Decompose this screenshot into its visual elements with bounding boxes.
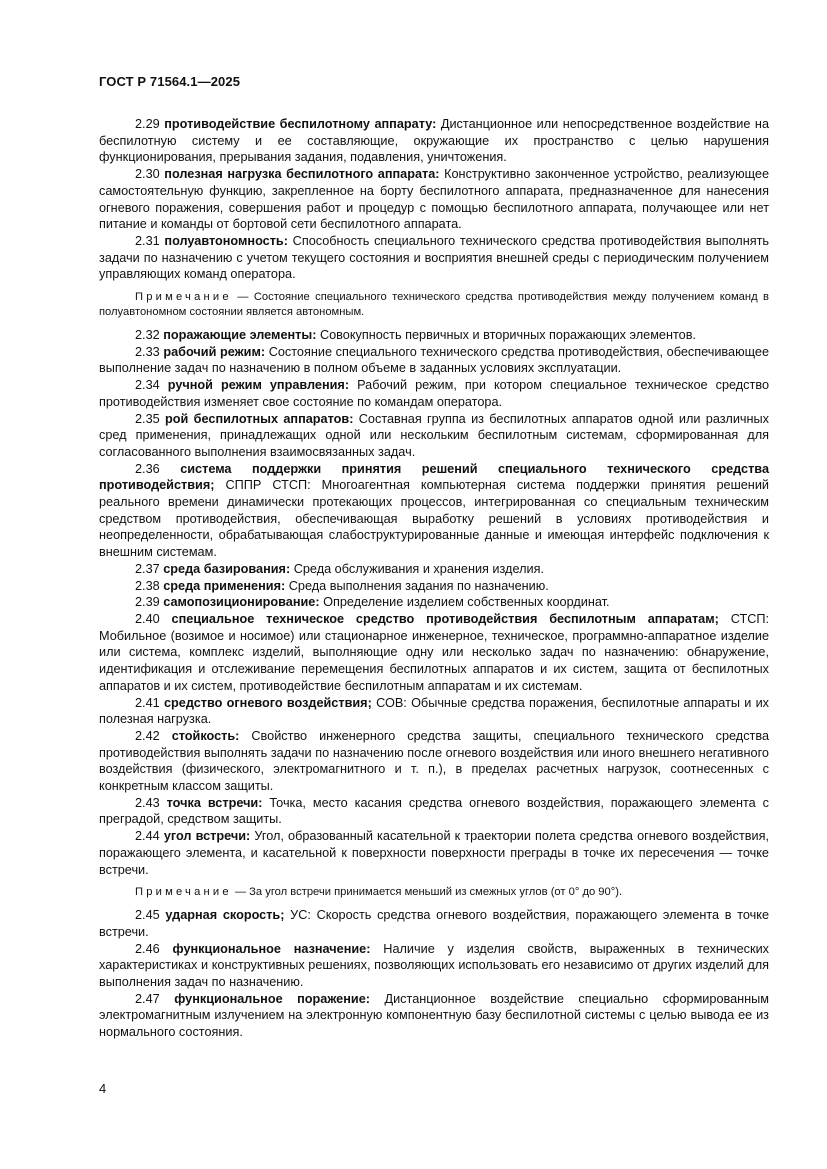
definition-item xyxy=(99,941,769,991)
item-number: 2.34 xyxy=(135,378,160,393)
definition-text: СТСП: Мобильное (возимое и носимое) или стационарное инженерное, техническое, программно-аппаратное изделие или система, комплекс изделий, выполняющие одну или несколько задач по назначению: обнаружение, идентификация и отслеживание перемещения беспилотных аппаратов и их систем, защита от беспилотных аппаратов и их систем, противодействие беспилотным аппаратам и их системам. xyxy=(99,611,770,693)
term: угол встречи: xyxy=(163,829,251,844)
definition-text: Конструктивно законченное устройство, реализующее самостоятельную функцию, закрепленное на борту беспилотного аппарата, предназначенное для нанесения огневого поражения, совершения работ и процедур с помощью беспилотного аппарата, получающее или нет питание и команды от бортовой сети беспилотного аппарата. xyxy=(99,167,770,232)
definition-text: Способность специального технического средства противодействия выполнять задачи по назначению с учетом текущего состояния и восприятия внешней среды с периодическим получением управляющих команд оператора. xyxy=(99,233,770,282)
term: специальное техническое средство противодействия беспилотным аппаратам; xyxy=(171,611,719,626)
note-label: Примечание xyxy=(135,291,232,304)
definition-text: Угол, образованный касательной к траектории полета средства огневого воздействия, поражающего элемента, и касательной к поверхности поверхности преграды в точке их пересечения — точке встречи. xyxy=(99,829,769,877)
term: стойкость: xyxy=(171,728,240,743)
term: средство огневого воздействия; xyxy=(163,695,372,710)
term: среда базирования: xyxy=(163,561,291,576)
definitions-list xyxy=(99,116,769,1041)
item-number: 2.32 xyxy=(135,328,160,343)
term: ударная скорость; xyxy=(165,908,285,923)
term: самопозиционирование: xyxy=(163,595,320,610)
definition-item xyxy=(99,116,769,166)
definition-item xyxy=(99,611,769,695)
term: ручной режим управления: xyxy=(167,378,350,393)
item-number: 2.30 xyxy=(135,167,160,182)
page-number: 4 xyxy=(99,1081,107,1096)
term: рой беспилотных аппаратов: xyxy=(165,411,354,426)
term: точка встречи: xyxy=(166,795,263,810)
definition-item xyxy=(99,233,769,283)
item-number: 2.36 xyxy=(135,461,160,476)
definition-item xyxy=(99,377,769,410)
note-text: — Состояние специального технического средства противодействия между получением команд в полуавтономном состоянии является автономным. xyxy=(99,291,769,319)
definition-text: Свойство инженерного средства защиты, специального технического средства противодействия выполнять задачи по назначению после огневого воздействия или иного внешнего негативного воздействия (физического, электромагнитного и т. п.), в пределах расчетных нагрузок, соотнесенных с конкретным классом защиты. xyxy=(99,728,770,794)
note-text: — За угол встречи принимается меньший из смежных углов (от 0° до 90°). xyxy=(234,886,623,899)
item-number: 2.35 xyxy=(135,411,160,426)
item-number: 2.39 xyxy=(135,595,160,610)
definition-text: Рабочий режим, при котором специальное техническое средство противодействия изменяет свое состояние по командам оператора. xyxy=(99,378,769,409)
item-number: 2.38 xyxy=(135,578,160,593)
item-number: 2.47 xyxy=(135,991,160,1006)
term: поражающие элементы: xyxy=(163,328,317,343)
note xyxy=(99,290,769,320)
term: функциональное назначение: xyxy=(172,941,371,956)
definition-text: Состояние специального технического средства противодействия, обеспечивающее выполнение задач по назначению в полном объеме в заданных условиях эксплуатации. xyxy=(99,344,770,376)
definition-item xyxy=(99,728,769,795)
definition-item xyxy=(99,991,769,1041)
item-number: 2.42 xyxy=(135,728,160,743)
term: рабочий режим: xyxy=(163,344,266,359)
definition-item xyxy=(99,795,769,828)
definition-item xyxy=(99,907,769,940)
definition-text: Дистанционное или непосредственное воздействие на беспилотную систему и ее составляющие, окружающие их пространство с целью нарушения функционирования, прерывания задания, подавления, уничтожения. xyxy=(99,117,769,165)
term: полуавтономность: xyxy=(164,233,288,248)
definition-text: Точка, место касания средства огневого воздействия, поражающего элемента с преградой, средством защиты. xyxy=(99,795,770,827)
definition-item xyxy=(99,578,769,595)
document-header: ГОСТ Р 71564.1—2025 xyxy=(99,74,241,89)
definition-item xyxy=(99,344,769,377)
note xyxy=(99,885,769,900)
definition-item xyxy=(99,594,769,611)
item-number: 2.46 xyxy=(135,941,160,956)
definition-item xyxy=(99,828,769,878)
item-number: 2.33 xyxy=(135,344,160,359)
item-number: 2.40 xyxy=(135,611,160,626)
term: среда применения: xyxy=(163,578,286,593)
definition-text: УС: Скорость средства огневого воздействия, поражающего элемента в точке встречи. xyxy=(99,908,769,939)
definition-text: Наличие у изделия свойств, выраженных в технических характеристиках и конструктивных решениях, позволяющих использовать его независимо от других изделий для выполнения задач по назначению. xyxy=(99,941,770,990)
term: противодействие беспилотному аппарату: xyxy=(164,117,437,131)
definition-text: Дистанционное воздействие специально сформированным электромагнитным излучением на электронную компонентную базу беспилотной системы с целью вывода ее из нормального состояния. xyxy=(99,991,770,1040)
definition-text: Определение изделием собственных координат. xyxy=(323,595,610,610)
definition-text: СППР СТСП: Многоагентная компьютерная система поддержки принятия решений реального времени динамически протекающих процессов, интегрированная со специальным техническим средством противодействия, обеспечивающая выработку решений в условиях противодействия и неопределенности, обрабатывающая слабоструктурированные данные и имеющая интерфейс подключения к внешним системам. xyxy=(99,478,769,560)
item-number: 2.29 xyxy=(135,117,160,131)
definition-item xyxy=(99,461,769,561)
definition-text: Среда выполнения задания по назначению. xyxy=(288,578,549,593)
definition-text: Среда обслуживания и хранения изделия. xyxy=(293,561,544,576)
item-number: 2.45 xyxy=(135,908,160,923)
definition-item xyxy=(99,695,769,728)
item-number: 2.41 xyxy=(135,695,160,710)
item-number: 2.43 xyxy=(135,795,160,810)
definition-item xyxy=(99,411,769,461)
definition-text: СОВ: Обычные средства поражения, беспилотные аппараты и их полезная нагрузка. xyxy=(99,695,770,727)
item-number: 2.31 xyxy=(135,233,160,248)
definition-item xyxy=(99,166,769,233)
item-number: 2.44 xyxy=(135,829,160,844)
term: функциональное поражение: xyxy=(174,991,370,1006)
note-label: Примечание xyxy=(135,886,232,899)
definition-item xyxy=(99,561,769,578)
definition-text: Совокупность первичных и вторичных поражающих элементов. xyxy=(319,328,696,343)
item-number: 2.37 xyxy=(135,561,160,576)
definition-text: Составная группа из беспилотных аппаратов одной или различных сред применения, принадлежащих одной или нескольким беспилотным системам, сформированная для согласованного выполнения взаимосвязанных задач. xyxy=(99,411,769,459)
term: полезная нагрузка беспилотного аппарата: xyxy=(164,167,440,182)
term: система поддержки принятия решений специального технического средства противодействия; xyxy=(99,461,769,493)
definition-item xyxy=(99,327,769,344)
